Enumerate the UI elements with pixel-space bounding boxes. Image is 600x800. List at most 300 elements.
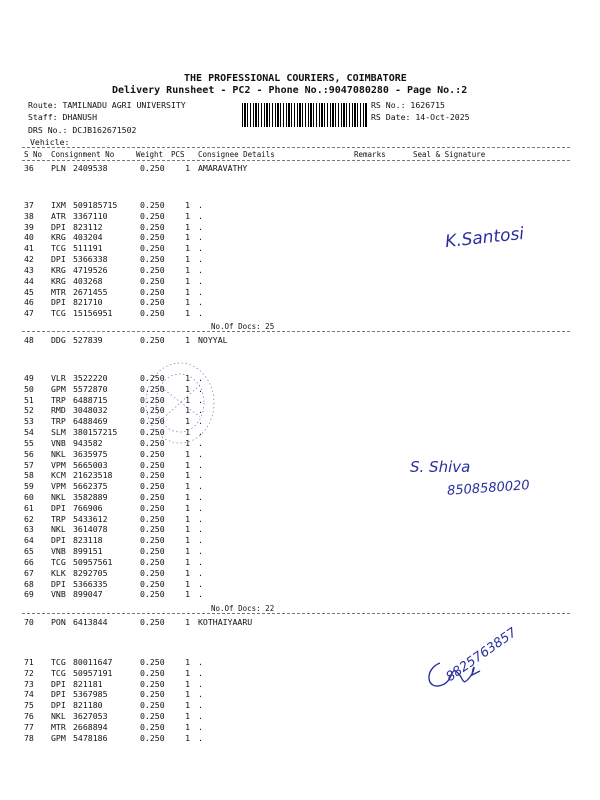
table-row (0, 711, 600, 722)
cell-sno: 42 (24, 254, 34, 265)
cell-sno: 61 (24, 502, 34, 513)
cell-pre: DPI (51, 502, 66, 513)
cell-num: 80011647 (73, 657, 113, 667)
cell-pre: RMD (51, 405, 66, 416)
cell-consignee: . (198, 492, 203, 503)
cell-pre: KRG (51, 232, 66, 243)
cell-consignee: . (198, 524, 203, 535)
barcode (242, 103, 368, 127)
cell-weight: 0.250 (140, 427, 165, 438)
cell-sno: 58 (24, 470, 34, 481)
cell-pre: TCG (51, 243, 66, 254)
cell-weight: 0.250 (140, 373, 165, 383)
cell-pre: VPM (51, 481, 66, 492)
cell-weight: 0.250 (140, 678, 165, 689)
cell-num: 5665003 (73, 459, 108, 470)
table-row (0, 722, 600, 733)
table-row (0, 276, 600, 287)
cell-weight: 0.250 (140, 416, 165, 427)
table-row (0, 200, 600, 211)
cell-sno: 45 (24, 286, 34, 297)
cell-weight: 0.250 (140, 275, 165, 286)
cell-pcs: 1 (185, 286, 190, 297)
cell-pcs: 1 (185, 416, 190, 427)
cell-pcs: 1 (185, 502, 190, 513)
cell-pcs: 1 (185, 492, 190, 503)
table-row (0, 438, 600, 449)
cell-pre: DPI (51, 221, 66, 232)
cell-pre: VNB (51, 546, 66, 557)
cell-sno: 64 (24, 535, 34, 546)
cell-num: 899047 (73, 589, 103, 600)
cell-sno: 38 (24, 210, 34, 221)
cell-weight: 0.250 (140, 578, 165, 589)
cell-sno: 48 (24, 335, 34, 345)
cell-num: 3627053 (73, 711, 108, 722)
cell-sno: 74 (24, 689, 34, 700)
cell-pcs: 1 (185, 297, 190, 308)
table-row (0, 308, 600, 319)
cell-pre: SLM (51, 427, 66, 438)
cell-consignee: . (198, 578, 203, 589)
table-row (0, 657, 600, 668)
cell-pcs: 1 (185, 617, 190, 627)
col-seal: Seal & Signature (413, 150, 486, 159)
cell-weight: 0.250 (140, 689, 165, 700)
cell-weight: 0.250 (140, 394, 165, 405)
cell-sno: 55 (24, 437, 34, 448)
table-row (0, 668, 600, 679)
cell-num: 21623518 (73, 470, 113, 481)
table-row (0, 384, 600, 395)
cell-weight: 0.250 (140, 657, 165, 667)
cell-weight: 0.250 (140, 481, 165, 492)
cell-consignee: AMARAVATHY (198, 163, 248, 173)
cell-consignee: . (198, 481, 203, 492)
cell-consignee: . (198, 200, 203, 210)
table-row (0, 460, 600, 471)
cell-pcs: 1 (185, 394, 190, 405)
cell-pcs: 1 (185, 221, 190, 232)
cell-weight: 0.250 (140, 232, 165, 243)
cell-num: 823118 (73, 535, 103, 546)
cell-pcs: 1 (185, 470, 190, 481)
cell-pre: KCM (51, 470, 66, 481)
cell-weight: 0.250 (140, 700, 165, 711)
cell-pre: TCG (51, 667, 66, 678)
cell-consignee: . (198, 700, 203, 711)
cell-sno: 51 (24, 394, 34, 405)
cell-consignee: . (198, 470, 203, 481)
company-title: THE PROFESSIONAL COURIERS, COIMBATORE (184, 73, 407, 84)
cell-sno: 76 (24, 711, 34, 722)
cell-pre: VNB (51, 437, 66, 448)
cell-weight: 0.250 (140, 200, 165, 210)
cell-num: 6413844 (73, 617, 108, 627)
col-consignment: Consignment No (51, 150, 115, 159)
cell-num: 4719526 (73, 264, 108, 275)
cell-consignee: . (198, 448, 203, 459)
table-row (0, 503, 600, 514)
cell-sno: 37 (24, 200, 34, 210)
cell-num: 3522220 (73, 373, 108, 383)
cell-num: 5433612 (73, 513, 108, 524)
cell-num: 511191 (73, 243, 103, 254)
cell-num: 943582 (73, 437, 103, 448)
cell-weight: 0.250 (140, 732, 165, 743)
cell-weight: 0.250 (140, 567, 165, 578)
cell-num: 5662375 (73, 481, 108, 492)
group-divider (22, 613, 570, 614)
cell-weight: 0.250 (140, 254, 165, 265)
cell-pcs: 1 (185, 481, 190, 492)
cell-pre: KLK (51, 567, 66, 578)
cell-num: 823112 (73, 221, 103, 232)
table-row (0, 679, 600, 690)
cell-consignee: . (198, 243, 203, 254)
cell-pre: NKL (51, 524, 66, 535)
cell-sno: 47 (24, 308, 34, 319)
cell-sno: 73 (24, 678, 34, 689)
cell-pcs: 1 (185, 700, 190, 711)
cell-consignee: . (198, 373, 203, 383)
cell-pre: TCG (51, 308, 66, 319)
cell-pre: TCG (51, 657, 66, 667)
cell-sno: 46 (24, 297, 34, 308)
cell-weight: 0.250 (140, 383, 165, 394)
cell-pcs: 1 (185, 264, 190, 275)
cell-pcs: 1 (185, 437, 190, 448)
cell-consignee: . (198, 308, 203, 319)
cell-num: 3367110 (73, 210, 108, 221)
cell-weight: 0.250 (140, 286, 165, 297)
cell-pcs: 1 (185, 556, 190, 567)
cell-pcs: 1 (185, 335, 190, 345)
cell-consignee: . (198, 416, 203, 427)
cell-consignee: . (198, 667, 203, 678)
table-row (0, 211, 600, 222)
cell-num: 403204 (73, 232, 103, 243)
cell-pcs: 1 (185, 678, 190, 689)
signature-2-phone: 8508580020 (446, 478, 531, 499)
cell-consignee: . (198, 264, 203, 275)
cell-sno: 39 (24, 221, 34, 232)
cell-pre: DPI (51, 700, 66, 711)
cell-sno: 77 (24, 721, 34, 732)
cell-sno: 36 (24, 163, 34, 173)
col-sno: S No (24, 150, 43, 159)
cell-pcs: 1 (185, 448, 190, 459)
cell-pcs: 1 (185, 275, 190, 286)
cell-pre: TRP (51, 513, 66, 524)
cell-num: 2671455 (73, 286, 108, 297)
drs-number: DRS No.: DCJB162671502 (28, 125, 137, 135)
table-row (0, 254, 600, 265)
table-row (0, 514, 600, 525)
cell-weight: 0.250 (140, 617, 165, 627)
signature-3-phone: 8825763857 (443, 625, 520, 685)
cell-pcs: 1 (185, 513, 190, 524)
cell-num: 509185715 (73, 200, 118, 210)
cell-consignee: . (198, 459, 203, 470)
cell-weight: 0.250 (140, 589, 165, 600)
cell-num: 821710 (73, 297, 103, 308)
cell-num: 899151 (73, 546, 103, 557)
signature-2: S. Shiva (410, 458, 471, 476)
cell-sno: 66 (24, 556, 34, 567)
cell-consignee: . (198, 383, 203, 394)
cell-consignee: . (198, 732, 203, 743)
cell-consignee: . (198, 221, 203, 232)
col-weight: Weight (136, 150, 164, 159)
cell-pcs: 1 (185, 578, 190, 589)
cell-pre: PON (51, 617, 66, 627)
cell-pre: NKL (51, 711, 66, 722)
cell-num: 2409538 (73, 163, 108, 173)
cell-sno: 67 (24, 567, 34, 578)
cell-num: 50957191 (73, 667, 113, 678)
cell-weight: 0.250 (140, 264, 165, 275)
cell-consignee: . (198, 297, 203, 308)
cell-pre: PLN (51, 163, 66, 173)
table-row (0, 449, 600, 460)
table-row (0, 557, 600, 568)
cell-num: 3582889 (73, 492, 108, 503)
cell-pcs: 1 (185, 254, 190, 265)
column-divider (22, 160, 570, 161)
cell-pre: TRP (51, 394, 66, 405)
cell-pre: NKL (51, 448, 66, 459)
table-row (0, 395, 600, 406)
cell-pre: VLR (51, 373, 66, 383)
cell-consignee: . (198, 678, 203, 689)
cell-sno: 75 (24, 700, 34, 711)
cell-consignee: . (198, 437, 203, 448)
cell-weight: 0.250 (140, 335, 165, 345)
cell-weight: 0.250 (140, 448, 165, 459)
cell-num: 6488715 (73, 394, 108, 405)
cell-sno: 54 (24, 427, 34, 438)
cell-sno: 65 (24, 546, 34, 557)
cell-consignee: . (198, 275, 203, 286)
cell-pre: VPM (51, 459, 66, 470)
table-row (0, 733, 600, 744)
cell-consignee: . (198, 502, 203, 513)
runsheet-subtitle: Delivery Runsheet - PC2 - Phone No.:9047080280 - Page No.:2 (112, 85, 468, 96)
cell-sno: 50 (24, 383, 34, 394)
cell-pcs: 1 (185, 200, 190, 210)
cell-pcs: 1 (185, 546, 190, 557)
cell-consignee: . (198, 546, 203, 557)
cell-consignee: . (198, 657, 203, 667)
cell-pcs: 1 (185, 535, 190, 546)
cell-consignee: . (198, 513, 203, 524)
group-head-row (0, 163, 600, 174)
cell-pre: GPM (51, 383, 66, 394)
cell-sno: 72 (24, 667, 34, 678)
table-row (0, 546, 600, 557)
cell-weight: 0.250 (140, 163, 165, 173)
cell-pre: DPI (51, 535, 66, 546)
cell-pcs: 1 (185, 210, 190, 221)
col-remarks: Remarks (354, 150, 386, 159)
cell-num: 6488469 (73, 416, 108, 427)
cell-weight: 0.250 (140, 221, 165, 232)
cell-weight: 0.250 (140, 243, 165, 254)
cell-consignee: . (198, 394, 203, 405)
cell-num: 5366335 (73, 578, 108, 589)
table-row (0, 568, 600, 579)
cell-pre: DPI (51, 678, 66, 689)
cell-consignee: . (198, 254, 203, 265)
cell-pre: KRG (51, 275, 66, 286)
cell-sno: 71 (24, 657, 34, 667)
cell-sno: 49 (24, 373, 34, 383)
cell-pcs: 1 (185, 405, 190, 416)
cell-pre: DDG (51, 335, 66, 345)
cell-weight: 0.250 (140, 405, 165, 416)
cell-pcs: 1 (185, 689, 190, 700)
table-row (0, 700, 600, 711)
cell-sno: 62 (24, 513, 34, 524)
cell-sno: 52 (24, 405, 34, 416)
staff: Staff: DHANUSH (28, 112, 98, 122)
cell-num: 15156951 (73, 308, 113, 319)
table-row (0, 427, 600, 438)
cell-consignee: . (198, 232, 203, 243)
cell-pcs: 1 (185, 524, 190, 535)
cell-pcs: 1 (185, 459, 190, 470)
cell-pre: DPI (51, 689, 66, 700)
cell-weight: 0.250 (140, 308, 165, 319)
cell-pre: DPI (51, 297, 66, 308)
vehicle: Vehicle: (30, 137, 70, 147)
cell-pre: DPI (51, 578, 66, 589)
cell-sno: 57 (24, 459, 34, 470)
cell-pcs: 1 (185, 567, 190, 578)
cell-num: 5366338 (73, 254, 108, 265)
cell-num: 50957561 (73, 556, 113, 567)
cell-consignee: . (198, 210, 203, 221)
cell-pcs: 1 (185, 243, 190, 254)
cell-consignee: . (198, 711, 203, 722)
cell-num: 3048032 (73, 405, 108, 416)
cell-consignee: . (198, 535, 203, 546)
cell-pcs: 1 (185, 427, 190, 438)
table-row (0, 535, 600, 546)
table-row (0, 287, 600, 298)
cell-sno: 40 (24, 232, 34, 243)
route: Route: TAMILNADU AGRI UNIVERSITY (28, 100, 186, 110)
cell-sno: 56 (24, 448, 34, 459)
cell-pre: NKL (51, 492, 66, 503)
seal-stamp (140, 355, 220, 450)
cell-pcs: 1 (185, 667, 190, 678)
table-row (0, 416, 600, 427)
cell-weight: 0.250 (140, 524, 165, 535)
cell-pcs: 1 (185, 711, 190, 722)
cell-consignee: . (198, 589, 203, 600)
cell-pcs: 1 (185, 232, 190, 243)
cell-consignee: . (198, 556, 203, 567)
cell-pre: TRP (51, 416, 66, 427)
cell-consignee: . (198, 567, 203, 578)
cell-num: 766906 (73, 502, 103, 513)
cell-num: 821180 (73, 700, 103, 711)
cell-pre: MTR (51, 721, 66, 732)
cell-consignee: . (198, 721, 203, 732)
table-row (0, 524, 600, 535)
cell-num: 527839 (73, 335, 103, 345)
cell-num: 821181 (73, 678, 103, 689)
cell-sno: 70 (24, 617, 34, 627)
cell-consignee: KOTHAIYAARU (198, 617, 253, 627)
cell-sno: 59 (24, 481, 34, 492)
cell-sno: 60 (24, 492, 34, 503)
cell-num: 5367985 (73, 689, 108, 700)
cell-pcs: 1 (185, 383, 190, 394)
cell-num: 3635975 (73, 448, 108, 459)
cell-pre: ATR (51, 210, 66, 221)
table-row (0, 589, 600, 600)
cell-pcs: 1 (185, 308, 190, 319)
table-row (0, 265, 600, 276)
cell-pre: TCG (51, 556, 66, 567)
signature-1: K.Santosi (444, 223, 526, 253)
table-row (0, 579, 600, 590)
rs-number: RS No.: 1626715 (371, 100, 445, 110)
cell-sno: 53 (24, 416, 34, 427)
cell-num: 403268 (73, 275, 103, 286)
cell-consignee: . (198, 405, 203, 416)
cell-weight: 0.250 (140, 535, 165, 546)
cell-pcs: 1 (185, 732, 190, 743)
cell-sno: 41 (24, 243, 34, 254)
cell-weight: 0.250 (140, 297, 165, 308)
cell-weight: 0.250 (140, 437, 165, 448)
docs-count: No.Of Docs: 22 (211, 604, 275, 613)
cell-sno: 78 (24, 732, 34, 743)
cell-weight: 0.250 (140, 721, 165, 732)
table-row (0, 373, 600, 384)
cell-weight: 0.250 (140, 502, 165, 513)
cell-consignee: . (198, 689, 203, 700)
cell-num: 3614078 (73, 524, 108, 535)
cell-weight: 0.250 (140, 546, 165, 557)
cell-weight: 0.250 (140, 459, 165, 470)
table-row (0, 689, 600, 700)
cell-num: 8292705 (73, 567, 108, 578)
cell-weight: 0.250 (140, 556, 165, 567)
col-consignee: Consignee Details (198, 150, 275, 159)
group-head-row (0, 335, 600, 346)
cell-num: 5572870 (73, 383, 108, 394)
cell-weight: 0.250 (140, 513, 165, 524)
cell-num: 380157215 (73, 427, 118, 438)
cell-consignee: . (198, 427, 203, 438)
col-pcs: PCS (171, 150, 185, 159)
cell-pcs: 1 (185, 163, 190, 173)
header-divider (22, 147, 570, 148)
cell-pre: DPI (51, 254, 66, 265)
cell-pre: GPM (51, 732, 66, 743)
cell-sno: 69 (24, 589, 34, 600)
cell-weight: 0.250 (140, 210, 165, 221)
cell-pre: MTR (51, 286, 66, 297)
cell-pcs: 1 (185, 373, 190, 383)
cell-num: 5478186 (73, 732, 108, 743)
cell-sno: 63 (24, 524, 34, 535)
